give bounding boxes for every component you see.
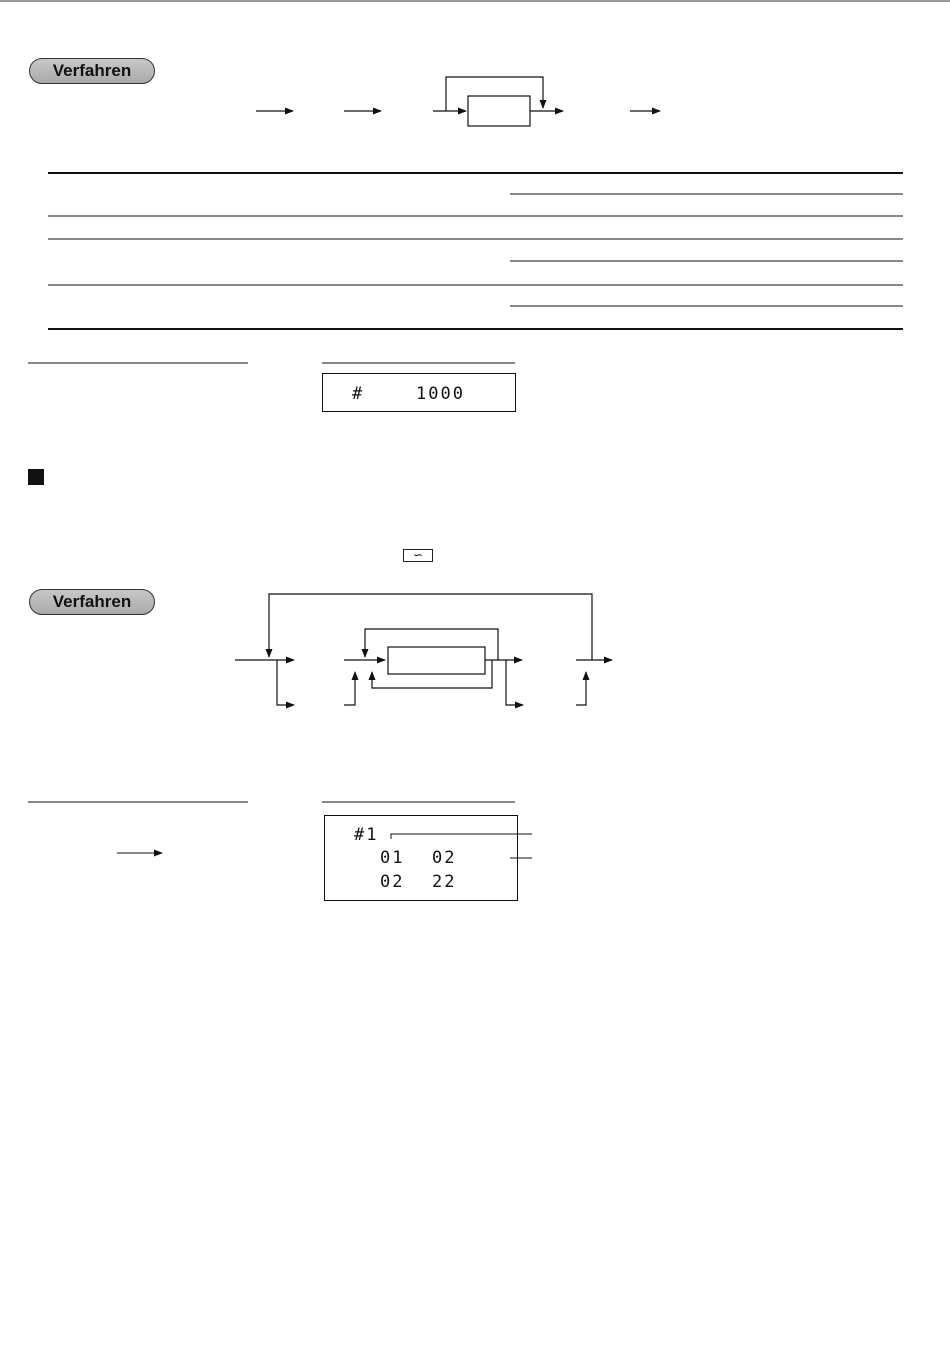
display-2-line-3b: 22 xyxy=(432,872,457,892)
display-2-line-2a: 01 xyxy=(380,848,405,868)
infinity-key-icon: ∽ xyxy=(403,549,433,562)
display-1-symbol: # xyxy=(352,384,365,404)
display-2-line-3a: 02 xyxy=(380,872,405,892)
procedure-badge-2: Verfahren xyxy=(29,589,155,615)
display-2-line-2b: 02 xyxy=(432,848,457,868)
display-1-value: 1000 xyxy=(416,384,465,404)
display-2-line-1: #1 xyxy=(354,825,379,845)
procedure-badge-1: Verfahren xyxy=(29,58,155,84)
callout-line-1 xyxy=(391,834,532,839)
